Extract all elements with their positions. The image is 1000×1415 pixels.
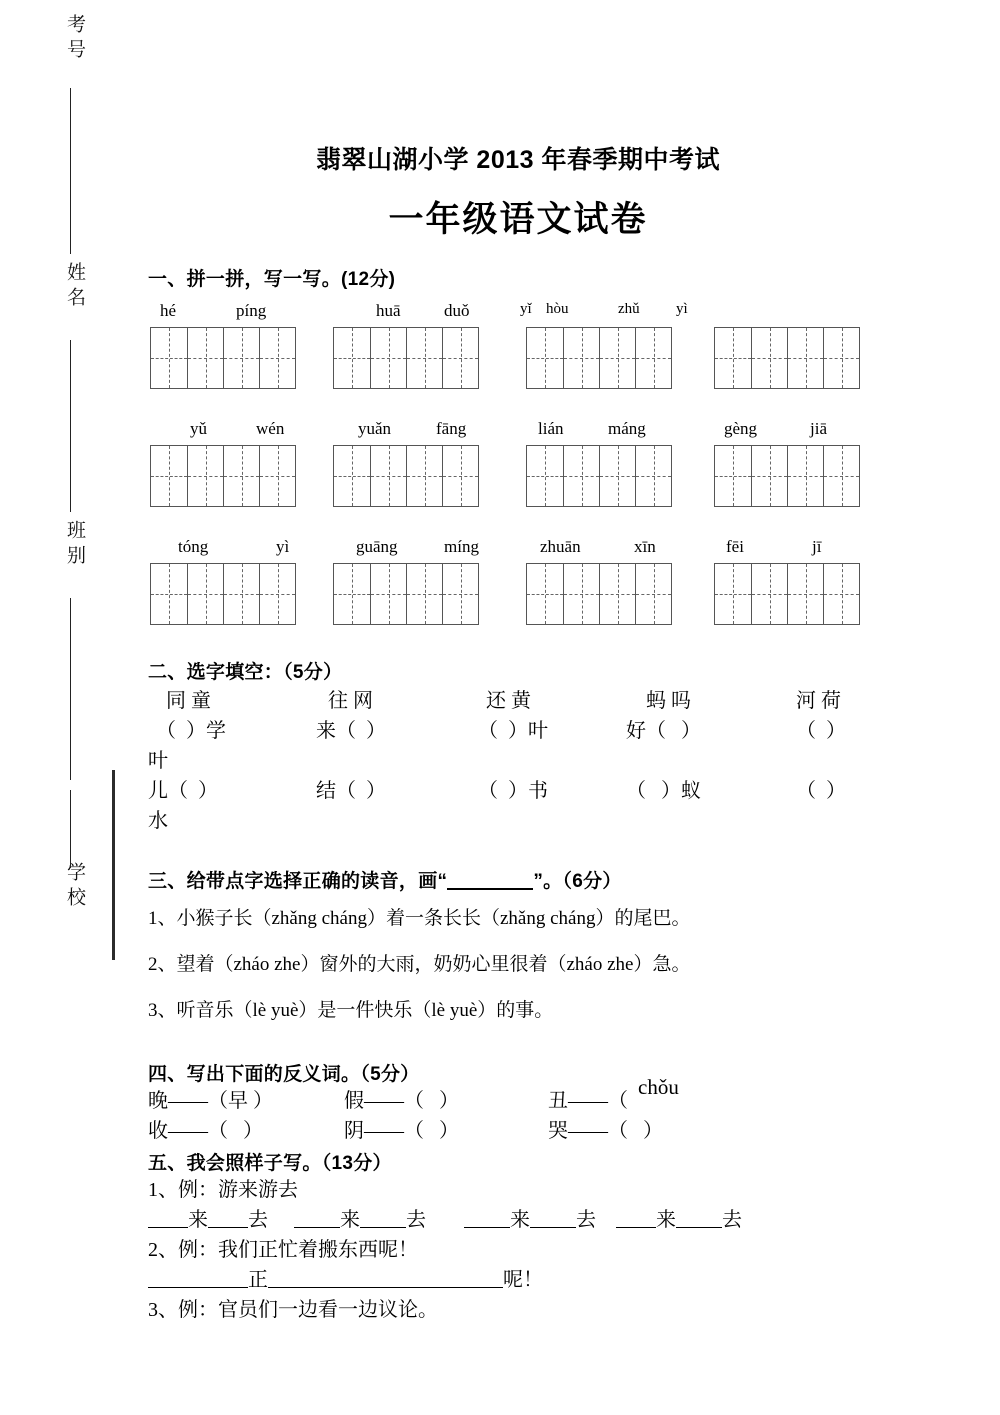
antonym-line-2[interactable]: [148, 1116, 888, 1146]
tianzige-cell[interactable]: [787, 446, 823, 506]
answer-blank[interactable]: [148, 1287, 248, 1288]
tianzige-cell[interactable]: [715, 446, 751, 506]
school-exam-title: 翡翠山湖小学 2013 年春季期中考试: [315, 146, 720, 174]
pinyin-syllable: fāng: [436, 419, 467, 438]
pinyin-syllable: guāng: [356, 537, 398, 556]
pinyin-syllable: yǔ: [190, 419, 207, 438]
pinyin-syllable: fēi: [726, 537, 744, 556]
choice-wrap-line: [148, 806, 888, 836]
tianzige-cell[interactable]: [751, 328, 787, 388]
pattern-example-3: 3、例：官员们一边看一边议论。: [148, 1299, 438, 1321]
pattern-char-qu: 去: [576, 1209, 596, 1231]
pinyin-syllable: lián: [538, 419, 564, 438]
choice-blank-item[interactable]: （ ）叶: [478, 720, 548, 742]
pinyin-syllable: zhuān: [540, 537, 581, 556]
tianzige-cell[interactable]: [527, 564, 563, 624]
underline-sample: [447, 888, 533, 890]
tianzige-cell[interactable]: [187, 446, 223, 506]
choice-wrapped-char: 水: [148, 810, 168, 832]
choice-blank-item[interactable]: 来（ ）: [316, 720, 386, 742]
section-3-heading-after: ”。（6分）: [533, 871, 622, 892]
sidebar-label-class: 班别: [64, 520, 85, 570]
sidebar-rule-name: [70, 340, 71, 512]
antonym-item[interactable]: 晚——（早 ）: [148, 1090, 273, 1112]
tianzige-cell[interactable]: [635, 328, 671, 388]
answer-blank[interactable]: [530, 1227, 576, 1228]
pattern-char-lai: 来: [656, 1209, 676, 1231]
antonym-line-1[interactable]: [148, 1075, 888, 1116]
reading-choice-item[interactable]: 2、望着（zháo zhe）窗外的大雨，奶奶心里很着（zháo zhe）急。: [148, 954, 691, 975]
answer-blank[interactable]: [616, 1227, 656, 1228]
tianzige-cell[interactable]: [715, 328, 751, 388]
pattern-answer-row-1[interactable]: [148, 1205, 888, 1235]
antonym-item[interactable]: 丑——（: [548, 1090, 628, 1112]
pattern-char-qu: 去: [406, 1209, 426, 1231]
tianzige-cell[interactable]: [599, 446, 635, 506]
choice-blank-item[interactable]: （ ）蚁: [626, 780, 701, 802]
pinyin-syllable: yuǎn: [358, 419, 392, 438]
handwritten-pinyin-chou: chǒu: [638, 1075, 679, 1099]
tianzige-cell[interactable]: [715, 564, 751, 624]
pattern-example-1: 1、例：游来游去: [148, 1179, 298, 1201]
pinyin-syllable: duǒ: [444, 301, 470, 320]
tianzige-group[interactable]: [714, 563, 860, 625]
pinyin-syllable: hòu: [546, 301, 569, 317]
tianzige-cell[interactable]: [334, 328, 370, 388]
pattern-answer-row-2[interactable]: [148, 1265, 888, 1295]
section-2-grid: [148, 686, 888, 836]
pinyin-syllable: yǐ: [520, 301, 532, 317]
pattern-char-qu: 去: [722, 1209, 742, 1231]
pattern-char-zheng: 正: [248, 1269, 268, 1291]
tianzige-cell[interactable]: [563, 564, 599, 624]
sealing-sidebar: [0, 0, 130, 1415]
pinyin-syllable: yì: [276, 537, 290, 556]
pinyin-syllable: jiā: [810, 419, 827, 438]
reading-choice-item[interactable]: 3、听音乐（lè yuè）是一件快乐（lè yuè）的事。: [148, 1000, 554, 1021]
tianzige-cell[interactable]: [334, 446, 370, 506]
sidebar-label-exam-number: 考号: [64, 14, 85, 64]
tianzige-cell[interactable]: [527, 328, 563, 388]
seal-bar: [112, 770, 115, 960]
tianzige-cell[interactable]: [823, 328, 859, 388]
tianzige-cell[interactable]: [442, 564, 478, 624]
paper-body: [148, 0, 888, 1325]
tianzige-cell[interactable]: [442, 328, 478, 388]
pinyin-syllable: míng: [444, 537, 479, 556]
tianzige-cell[interactable]: [563, 446, 599, 506]
choice-chars-line: [148, 686, 888, 716]
choice-char-pair: 河 荷: [796, 690, 841, 712]
pinyin-syllable: tóng: [178, 537, 209, 556]
pattern-char-ne: 呢！: [503, 1269, 543, 1291]
tianzige-group[interactable]: [526, 563, 672, 625]
pinyin-syllable: xīn: [634, 537, 656, 556]
antonym-item[interactable]: 哭——（ ）: [548, 1120, 663, 1142]
pinyin-row-3: [148, 537, 888, 563]
choice-blank-item[interactable]: （ ）: [796, 720, 846, 742]
sidebar-label-name: 姓名: [64, 262, 85, 312]
section-1-heading: 一、拼一拼，写一写。(12分): [148, 269, 396, 290]
tianzige-group[interactable]: [333, 563, 479, 625]
choice-char-pair: 同 童: [166, 690, 211, 712]
tianzige-cell[interactable]: [370, 564, 406, 624]
choice-blank-item[interactable]: （ ）学: [156, 720, 226, 742]
tianzige-cell[interactable]: [751, 564, 787, 624]
answer-blank[interactable]: [676, 1227, 722, 1228]
sidebar-rule-school: [70, 790, 71, 868]
pattern-char-lai: 来: [510, 1209, 530, 1231]
tianzige-cell[interactable]: [563, 328, 599, 388]
choice-blank-item[interactable]: 好（ ）: [626, 720, 701, 742]
tianzige-group[interactable]: [333, 445, 479, 507]
pattern-char-lai: 来: [188, 1209, 208, 1231]
tianzige-group[interactable]: [714, 327, 860, 389]
choice-wrapped-char: 叶: [148, 750, 168, 772]
tianzige-cell[interactable]: [787, 328, 823, 388]
tianzige-cell[interactable]: [151, 446, 187, 506]
tianzige-cell[interactable]: [442, 446, 478, 506]
tianzige-cell[interactable]: [406, 328, 442, 388]
sidebar-label-school: 学校: [64, 862, 85, 912]
choice-blank-item[interactable]: （ ）书: [478, 780, 548, 802]
choice-char-pair: 蚂 吗: [646, 690, 691, 712]
tianzige-cell[interactable]: [259, 564, 295, 624]
tianzige-cell[interactable]: [223, 564, 259, 624]
tianzige-row-3: [148, 563, 888, 627]
pinyin-syllable: píng: [236, 301, 267, 320]
choice-blank-line[interactable]: [148, 716, 888, 746]
pinyin-syllable: jī: [812, 537, 822, 556]
tianzige-cell[interactable]: [599, 328, 635, 388]
tianzige-group[interactable]: [714, 445, 860, 507]
sidebar-rule-class: [70, 598, 71, 780]
section-4-heading: 四、写出下面的反义词。（5分）: [148, 1064, 420, 1085]
tianzige-group[interactable]: [150, 563, 296, 625]
tianzige-group[interactable]: [526, 327, 672, 389]
pattern-char-qu: 去: [248, 1209, 268, 1231]
antonym-item[interactable]: 阴——（ ）: [344, 1120, 459, 1142]
tianzige-cell[interactable]: [370, 328, 406, 388]
tianzige-cell[interactable]: [635, 564, 671, 624]
tianzige-cell[interactable]: [259, 328, 295, 388]
tianzige-cell[interactable]: [223, 446, 259, 506]
tianzige-group[interactable]: [526, 445, 672, 507]
pinyin-row-2: [148, 419, 888, 445]
pinyin-syllable: huā: [376, 301, 401, 320]
tianzige-group[interactable]: [150, 445, 296, 507]
tianzige-cell[interactable]: [406, 564, 442, 624]
tianzige-cell[interactable]: [823, 564, 859, 624]
choice-char-pair: 还 黄: [486, 690, 531, 712]
tianzige-cell[interactable]: [787, 564, 823, 624]
tianzige-cell[interactable]: [751, 446, 787, 506]
tianzige-group[interactable]: [333, 327, 479, 389]
tianzige-cell[interactable]: [370, 446, 406, 506]
tianzige-group[interactable]: [150, 327, 296, 389]
tianzige-cell[interactable]: [406, 446, 442, 506]
reading-choice-item[interactable]: 1、小猴子长（zhǎng cháng）着一条长长（zhǎng cháng）的尾巴。: [148, 908, 691, 929]
sidebar-rule-exam-number: [70, 88, 71, 254]
tianzige-cell[interactable]: [223, 328, 259, 388]
tianzige-cell[interactable]: [635, 446, 671, 506]
answer-blank[interactable]: [268, 1287, 503, 1288]
pinyin-row-1: [148, 301, 888, 327]
tianzige-cell[interactable]: [527, 446, 563, 506]
antonym-item[interactable]: 假——（ ）: [344, 1090, 459, 1112]
tianzige-cell[interactable]: [187, 564, 223, 624]
pinyin-syllable: máng: [608, 419, 646, 438]
answer-blank[interactable]: [294, 1227, 340, 1228]
tianzige-cell[interactable]: [187, 328, 223, 388]
antonym-item[interactable]: 收——（ ）: [148, 1120, 263, 1142]
tianzige-cell[interactable]: [334, 564, 370, 624]
pattern-example-2: 2、例：我们正忙着搬东西呢！: [148, 1239, 418, 1261]
tianzige-cell[interactable]: [151, 328, 187, 388]
tianzige-cell[interactable]: [599, 564, 635, 624]
answer-blank[interactable]: [360, 1227, 406, 1228]
choice-blank-item[interactable]: （ ）: [796, 780, 846, 802]
choice-blank-line[interactable]: [148, 776, 888, 806]
pinyin-syllable: zhǔ: [618, 301, 640, 317]
tianzige-cell[interactable]: [259, 446, 295, 506]
pinyin-syllable: gèng: [724, 419, 758, 438]
answer-blank[interactable]: [208, 1227, 248, 1228]
pattern-char-lai: 来: [340, 1209, 360, 1231]
section-3-heading-before: 三、给带点字选择正确的读音，画“: [148, 871, 448, 892]
tianzige-row-2: [148, 445, 888, 509]
pinyin-syllable: wén: [256, 419, 285, 438]
pinyin-syllable: yì: [676, 301, 688, 317]
tianzige-row-1: [148, 327, 888, 391]
tianzige-cell[interactable]: [151, 564, 187, 624]
choice-blank-item[interactable]: 儿（ ）: [148, 780, 218, 802]
section-3-heading: [148, 866, 888, 893]
tianzige-cell[interactable]: [823, 446, 859, 506]
choice-char-pair: 往 网: [328, 690, 373, 712]
answer-blank[interactable]: [464, 1227, 510, 1228]
paper-title: 一年级语文试卷: [388, 200, 648, 239]
choice-blank-item[interactable]: 结（ ）: [316, 780, 386, 802]
choice-wrap-line: [148, 746, 888, 776]
section-5-heading: 五、我会照样子写。（13分）: [148, 1153, 392, 1174]
answer-blank[interactable]: [148, 1227, 188, 1228]
pinyin-syllable: hé: [160, 301, 177, 320]
section-2-heading: 二、选字填空：（5分）: [148, 662, 343, 683]
